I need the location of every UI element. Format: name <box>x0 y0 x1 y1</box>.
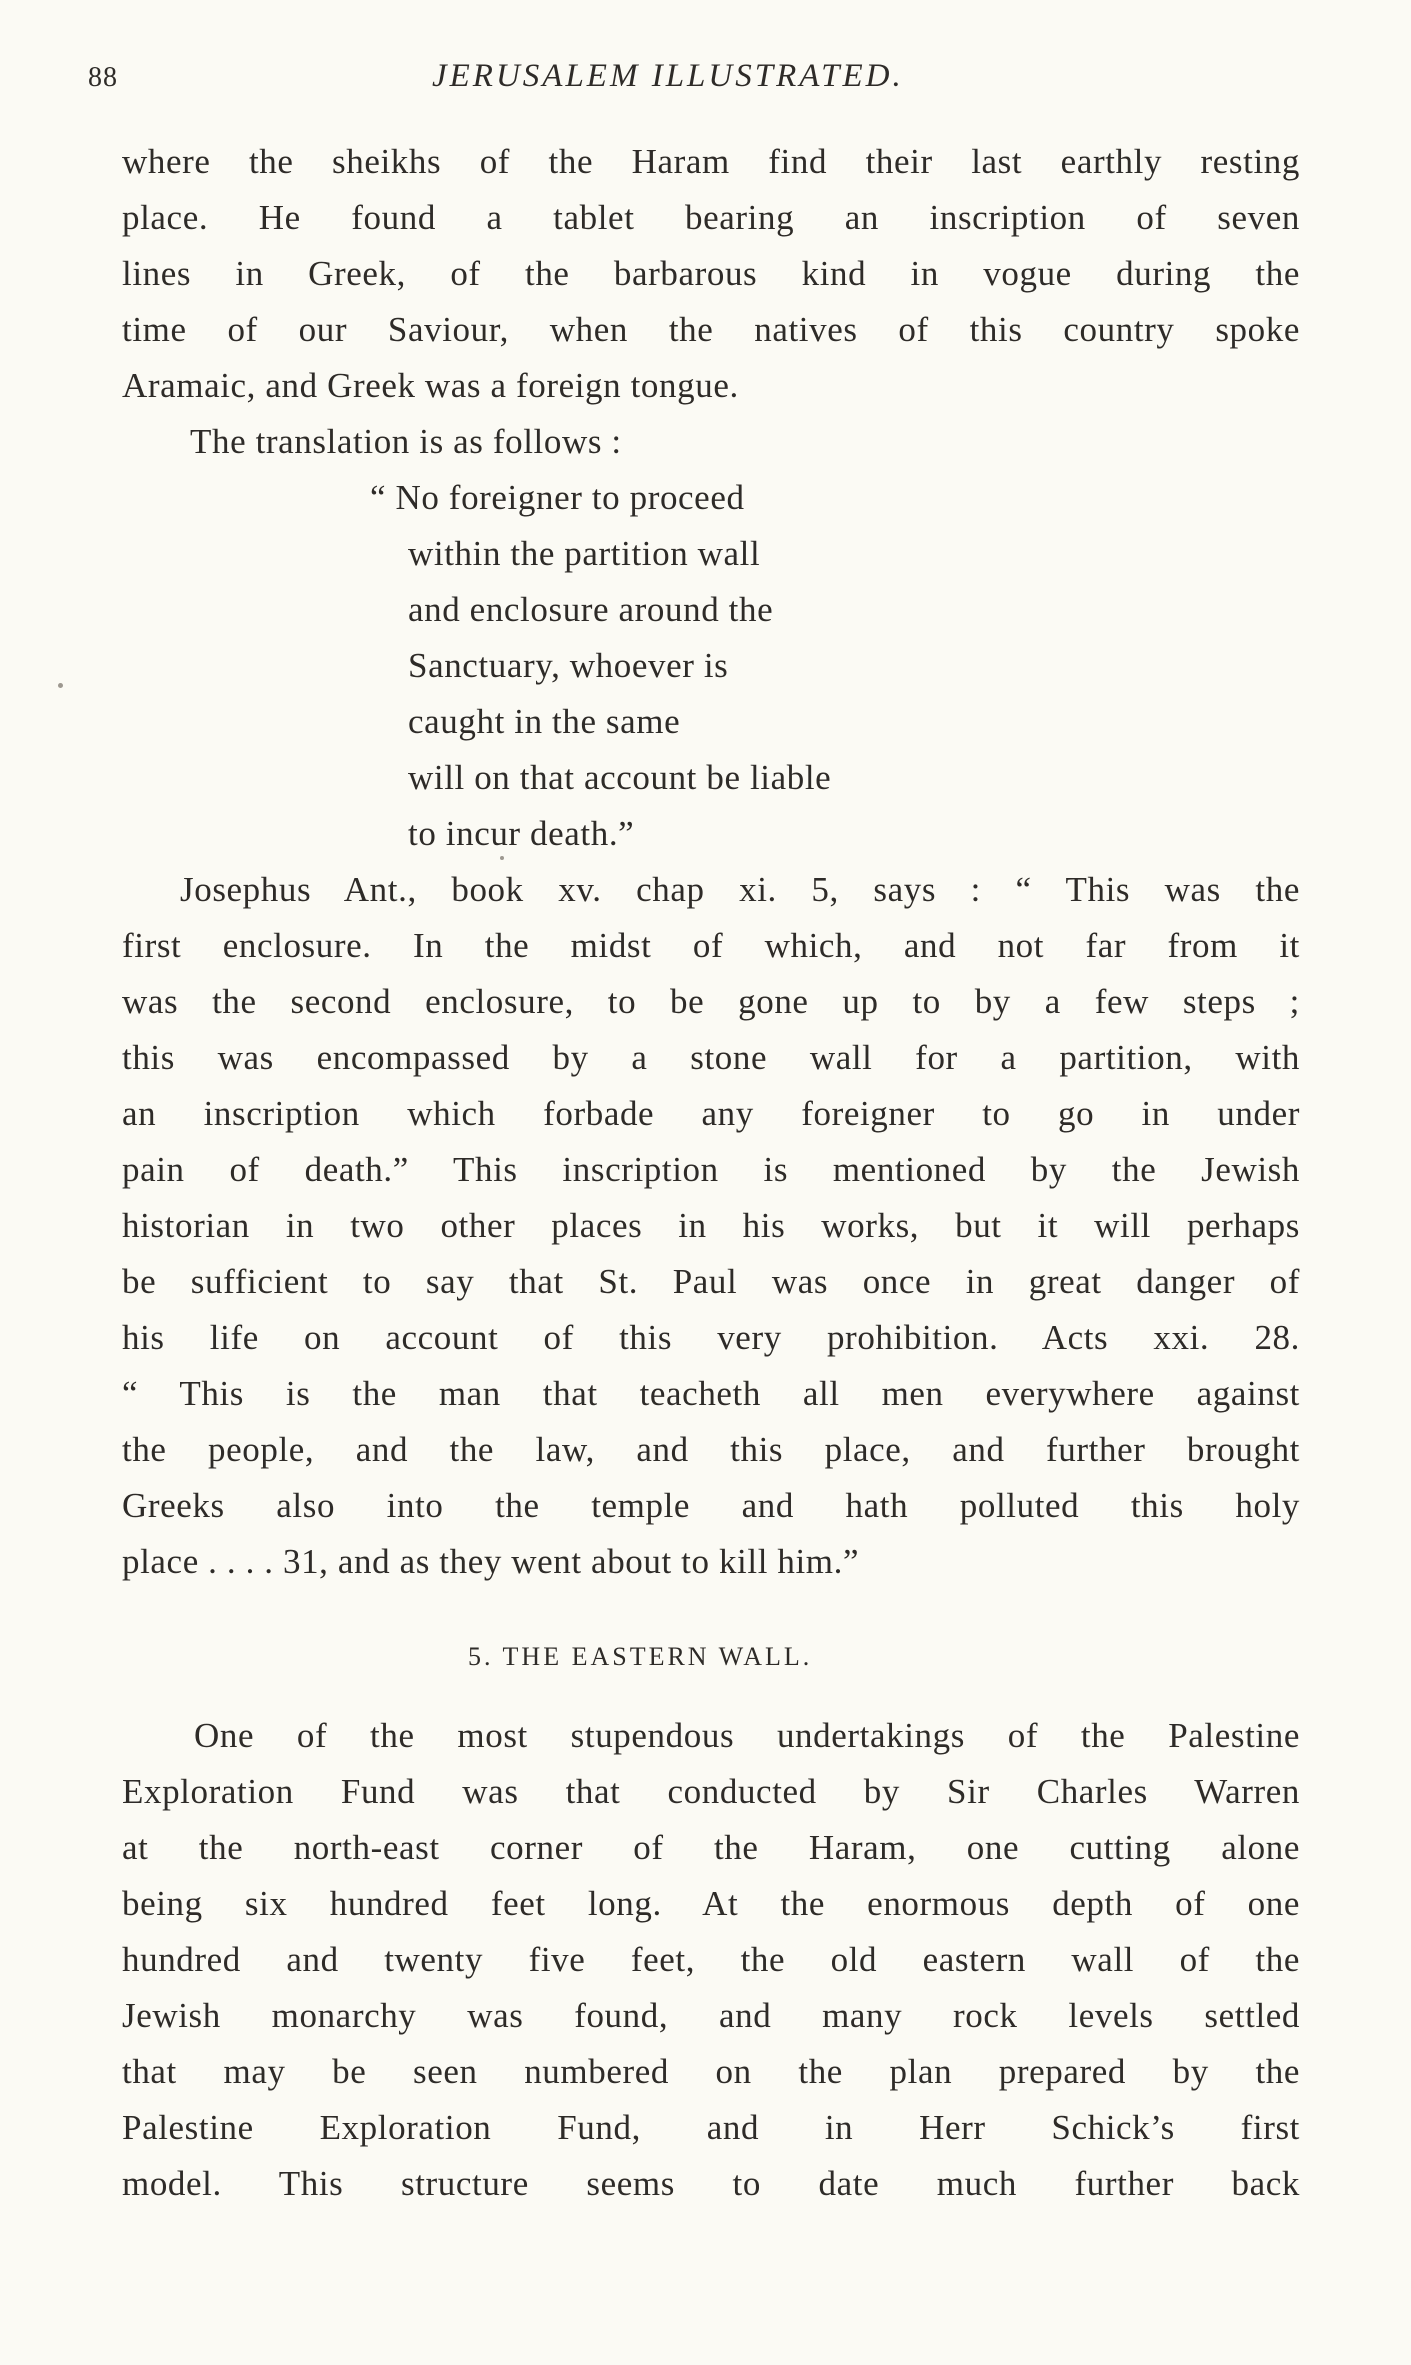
text-line: within the partition wall <box>408 534 761 573</box>
text-line: and enclosure around the <box>408 590 774 629</box>
text-line: Greeks also into the temple and hath polluted this holy <box>122 1486 1300 1525</box>
text-line: pain of death.” This inscription is mentioned by the Jewish <box>122 1150 1300 1189</box>
text-line: “ This is the man that teacheth all men everywhere against <box>122 1374 1300 1413</box>
text-line: an inscription which forbade any foreigner to go in under <box>122 1094 1300 1133</box>
text-line: being six hundred feet long. At the enormous depth of one <box>122 1884 1300 1923</box>
text-line: Palestine Exploration Fund, and in Herr Schick’s first <box>122 2108 1300 2147</box>
text-line: where the sheikhs of the Haram find their last earthly resting <box>122 142 1300 181</box>
text-line: be sufficient to say that St. Paul was once in great danger of <box>122 1262 1300 1301</box>
text-line: place. He found a tablet bearing an inscription of seven <box>122 198 1300 237</box>
text-line: at the north-east corner of the Haram, one cutting alone <box>122 1828 1300 1867</box>
text-line: historian in two other places in his works, but it will perhaps <box>122 1206 1300 1245</box>
page-header <box>0 58 1411 102</box>
text-line: “ No foreigner to proceed <box>370 478 745 517</box>
text-line: model. This structure seems to date much further back <box>122 2164 1300 2203</box>
text-line: first enclosure. In the midst of which, and not far from it <box>122 926 1300 965</box>
text-line: place . . . . 31, and as they went about to kill him.” <box>122 1542 860 1581</box>
text-line: was the second enclosure, to be gone up to by a few steps ; <box>122 982 1300 1021</box>
paper-speck <box>500 856 504 860</box>
text-line: lines in Greek, of the barbarous kind in vogue during the <box>122 254 1300 293</box>
text-line: that may be seen numbered on the plan prepared by the <box>122 2052 1300 2091</box>
text-line: One of the most stupendous undertakings of the Palestine <box>194 1716 1300 1755</box>
text-line: hundred and twenty five feet, the old eastern wall of the <box>122 1940 1300 1979</box>
text-line: Jewish monarchy was found, and many rock levels settled <box>122 1996 1300 2035</box>
page-number: 88 <box>88 62 118 93</box>
text-line: this was encompassed by a stone wall for a partition, with <box>122 1038 1300 1077</box>
text-line: Aramaic, and Greek was a foreign tongue. <box>122 366 739 405</box>
text-line: the people, and the law, and this place, and further brought <box>122 1430 1300 1469</box>
text-line: The translation is as follows : <box>190 422 622 461</box>
text-line: time of our Saviour, when the natives of this country spoke <box>122 310 1300 349</box>
text-line: to incur death.” <box>408 814 635 853</box>
section-heading: 5. THE EASTERN WALL. <box>468 1642 813 1671</box>
text-line: Exploration Fund was that conducted by Sir Charles Warren <box>122 1772 1300 1811</box>
text-line: his life on account of this very prohibition. Acts xxi. 28. <box>122 1318 1300 1357</box>
text-line: caught in the same <box>408 702 681 741</box>
text-line: Josephus Ant., book xv. chap xi. 5, says : “ This was the <box>180 870 1300 909</box>
text-line: will on that account be liable <box>408 758 832 797</box>
paper-speck <box>58 683 63 688</box>
text-line: Sanctuary, whoever is <box>408 646 729 685</box>
running-title: JERUSALEM ILLUSTRATED. <box>432 58 904 94</box>
